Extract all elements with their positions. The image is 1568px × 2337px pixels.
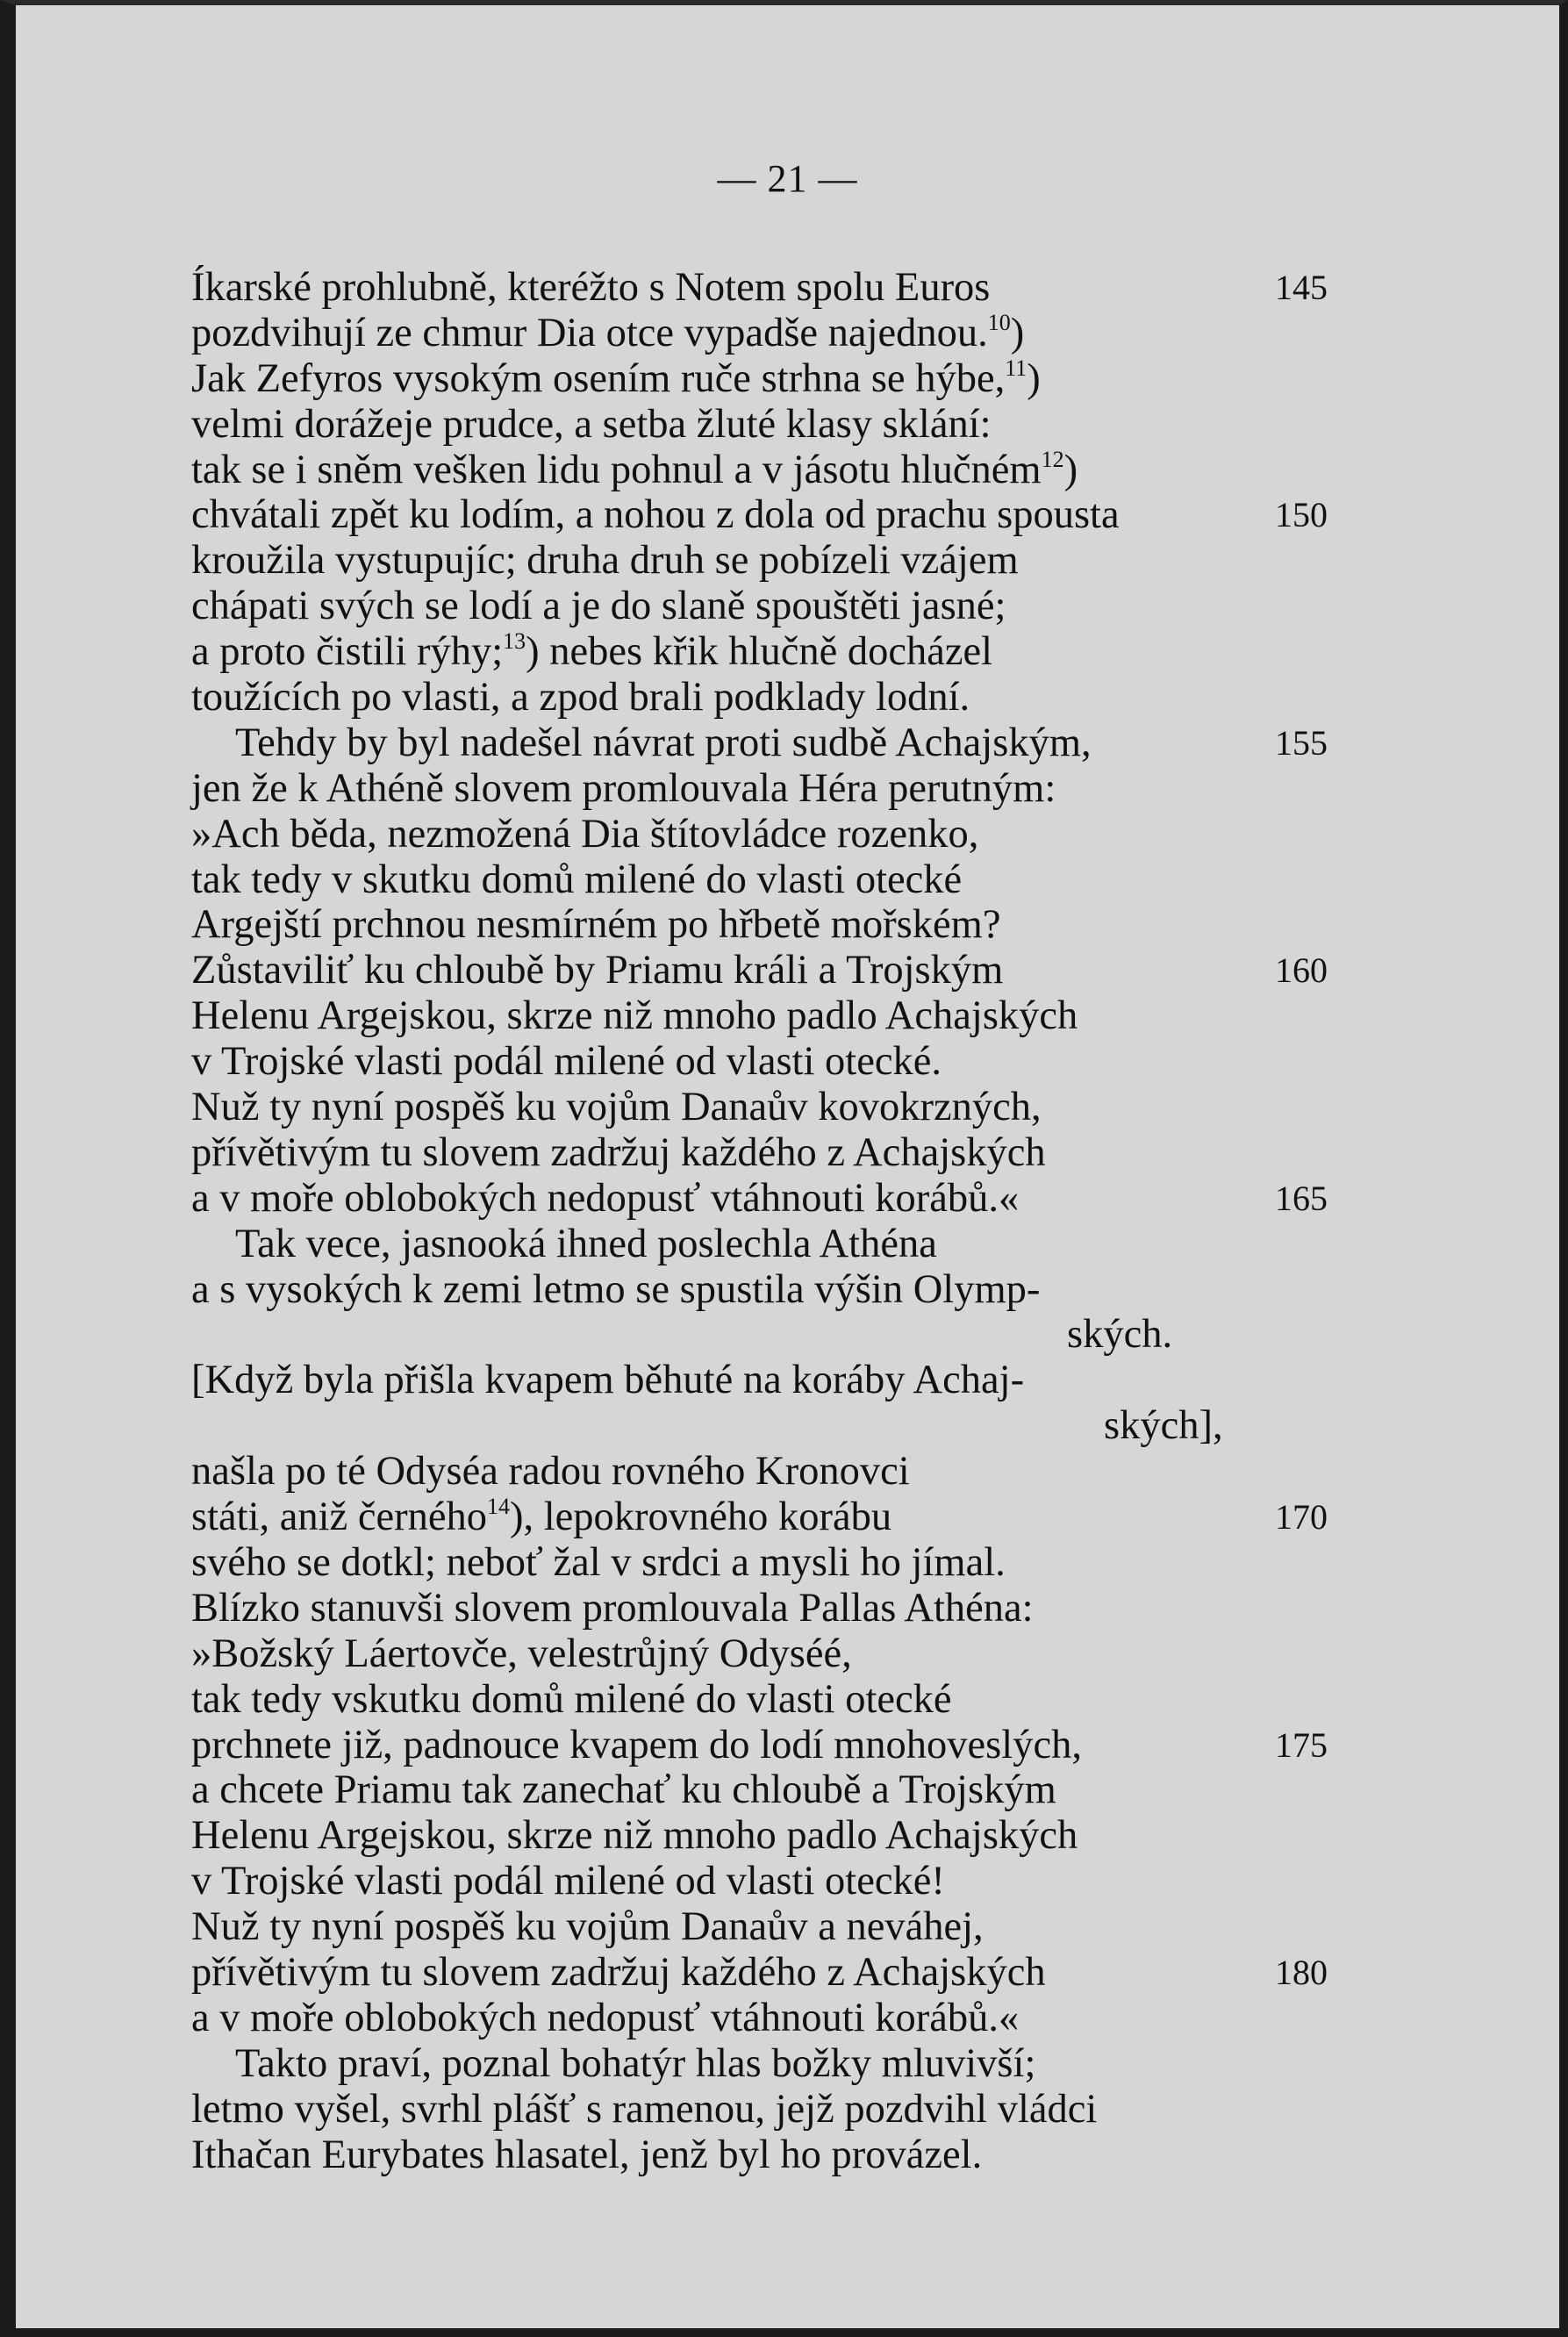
verse-text xyxy=(191,812,978,857)
verse-text xyxy=(191,857,962,903)
verse-line xyxy=(191,675,1350,720)
verse-tail: ) xyxy=(1063,447,1078,492)
verse-text xyxy=(191,1996,1019,2041)
verse-line xyxy=(191,1723,1350,1768)
verse-text xyxy=(191,311,1024,356)
verse-text xyxy=(191,2087,1097,2133)
verse-main: Nuž ty nyní pospěš ku vojům Danaův a neváhej, xyxy=(191,1904,984,1950)
verse-line xyxy=(191,1176,1350,1222)
verse-line xyxy=(191,629,1350,675)
verse-line xyxy=(191,1540,1350,1586)
verse-text xyxy=(191,1859,945,1904)
verse-line xyxy=(191,1950,1350,1996)
verse-text xyxy=(191,2041,1035,2087)
verse-line xyxy=(191,1677,1350,1723)
verse-main: Argejští prchnou nesmírném po hřbetě mořském? xyxy=(191,902,1001,948)
verse-text xyxy=(191,675,970,720)
verse-line xyxy=(191,1631,1350,1677)
verse-line xyxy=(191,584,1350,629)
footnote-marker[interactable]: 14 xyxy=(486,1494,510,1520)
verse-line xyxy=(191,1495,1350,1540)
verse-line xyxy=(191,402,1350,448)
verse-text xyxy=(191,2133,982,2178)
verse-tail: ) xyxy=(1010,310,1025,355)
verse-main: svého se dotkl; neboť žal v srdci a mysli ho jímal. xyxy=(191,1539,1006,1585)
verse-main: Nuž ty nyní pospěš ku vojům Danaův kovokrzných, xyxy=(191,1085,1042,1130)
verse-main: a v moře oblobokých nedopusť vtáhnouti korábů.« xyxy=(191,1175,1020,1221)
verse-main: Tak vece, jasnooká ihned poslechla Athéna xyxy=(235,1221,937,1266)
verse-line xyxy=(191,1767,1350,1813)
verse-text xyxy=(191,538,1019,584)
verse-main: Helenu Argejskou, skrze niž mnoho padlo Achajských xyxy=(191,1813,1078,1859)
verse-tail: ), lepokrovného korábu xyxy=(509,1495,892,1540)
verse-text xyxy=(191,1039,942,1085)
verse-text xyxy=(191,1358,1024,1403)
verse-line xyxy=(191,1267,1350,1313)
verse-line xyxy=(191,1403,1350,1449)
verse-text xyxy=(191,1677,952,1723)
verse-text xyxy=(191,1540,1006,1586)
verse-text xyxy=(191,993,1078,1039)
verse-text xyxy=(191,902,1000,948)
verse-text xyxy=(191,356,1041,402)
verse-text xyxy=(191,1586,1034,1631)
verse-main: Tehdy by byl nadešel návrat proti sudbě Achajským, xyxy=(235,720,1092,765)
verse-line xyxy=(191,538,1350,584)
verse-text xyxy=(191,492,1120,538)
verse-line xyxy=(191,2041,1350,2087)
verse-main: letmo vyšel, svrhl plášť s ramenou, jejž pozdvihl vládci xyxy=(191,2086,1098,2132)
verse-line xyxy=(191,1085,1350,1130)
verse-main: našla po té Odyséa radou rovného Kronovci xyxy=(191,1449,910,1495)
verse-text xyxy=(191,766,1056,812)
verse-line xyxy=(191,720,1350,766)
verse-line xyxy=(191,2087,1350,2133)
verse-main: a s vysokých k zemi letmo se spustila výšin Olymp- xyxy=(191,1266,1041,1312)
verse-line xyxy=(191,492,1350,538)
verse-text xyxy=(191,1312,1172,1358)
verse-text xyxy=(191,1767,1056,1813)
verse-main: Jak Zefyros vysokým osením ruče strhna se hýbe, xyxy=(191,355,1006,401)
verse-line xyxy=(191,1904,1350,1950)
line-number: 165 xyxy=(1275,1178,1328,1218)
verse-main: přívětivým tu slovem zadržuj každého z Achajských xyxy=(191,1129,1046,1175)
verse-line xyxy=(191,812,1350,857)
footnote-marker[interactable]: 11 xyxy=(1005,355,1027,381)
verse-text xyxy=(191,720,1092,766)
verse-main: tak tedy vskutku domů milené do vlasti otecké xyxy=(191,1676,952,1722)
verse-text xyxy=(191,1723,1082,1768)
verse-main: a chcete Priamu tak zanechať ku chloubě a Trojským xyxy=(191,1767,1056,1813)
line-number: 145 xyxy=(1275,268,1328,307)
verse-text xyxy=(191,1267,1040,1313)
footnote-marker[interactable]: 12 xyxy=(1041,446,1064,472)
verse-line xyxy=(191,1358,1350,1403)
verse-line xyxy=(191,766,1350,812)
verse-main: Íkarské prohlubně, kteréžto s Notem spolu Euros xyxy=(191,265,991,310)
verse-main: ských. xyxy=(1067,1312,1173,1358)
line-number: 180 xyxy=(1275,1952,1328,1992)
line-number: 175 xyxy=(1275,1724,1328,1765)
verse-text xyxy=(191,1403,1223,1449)
verse-line xyxy=(191,1996,1350,2041)
verse-main: tak se i sněm vešken lidu pohnul a v jásotu hlučném xyxy=(191,447,1042,492)
verse-main: v Trojské vlasti podál milené od vlasti otecké. xyxy=(191,1039,942,1085)
verse-text xyxy=(191,948,1003,993)
verse-main: chvátali zpět ku lodím, a nohou z dola od prachu spousta xyxy=(191,492,1120,538)
verse-line xyxy=(191,1130,1350,1176)
verse-main: »Božský Láertovče, velestrůjný Odyséé, xyxy=(191,1631,852,1676)
verse-text xyxy=(191,265,990,311)
verse-main: »Ach běda, nezmožená Dia štítovládce rozenko, xyxy=(191,811,979,857)
line-number: 150 xyxy=(1275,495,1328,535)
verse-line xyxy=(191,1222,1350,1267)
verse-text xyxy=(191,1222,937,1267)
verse-main: přívětivým tu slovem zadržuj každého z Achajských xyxy=(191,1949,1046,1995)
verse-main: a v moře oblobokých nedopusť vtáhnouti korábů.« xyxy=(191,1995,1020,2040)
verse-text xyxy=(191,584,1006,629)
poem-text xyxy=(191,265,1350,2177)
verse-text xyxy=(191,1130,1046,1176)
verse-text xyxy=(191,1631,852,1677)
verse-text xyxy=(191,1950,1046,1996)
verse-line xyxy=(191,356,1350,402)
verse-text xyxy=(191,448,1078,493)
verse-main: chápati svých se lodí a je do slaně spouštěti jasné; xyxy=(191,584,1006,629)
verse-main: Zůstaviliť ku chloubě by Priamu králi a Trojským xyxy=(191,948,1004,993)
verse-text xyxy=(191,629,992,675)
verse-main: v Trojské vlasti podál milené od vlasti otecké! xyxy=(191,1859,945,1904)
page-number: — 21 — xyxy=(717,157,858,200)
verse-line xyxy=(191,902,1350,948)
verse-line xyxy=(191,2133,1350,2178)
verse-line xyxy=(191,265,1350,311)
verse-main: Ithačan Eurybates hlasatel, jenž byl ho provázel. xyxy=(191,2132,983,2177)
verse-main: toužících po vlasti, a zpod brali podklady lodní. xyxy=(191,675,970,720)
verse-line xyxy=(191,311,1350,356)
verse-line xyxy=(191,1859,1350,1904)
verse-line xyxy=(191,1813,1350,1859)
line-number: 155 xyxy=(1275,722,1328,763)
verse-main: Blízko stanuvši slovem promlouvala Pallas Athéna: xyxy=(191,1585,1034,1631)
verse-main: prchnete již, padnouce kvapem do lodí mnohoveslých, xyxy=(191,1722,1082,1767)
line-number: 170 xyxy=(1275,1497,1328,1538)
verse-text xyxy=(191,1904,984,1950)
verse-text xyxy=(191,1085,1042,1130)
verse-text xyxy=(191,1495,891,1540)
verse-main: pozdvihují ze chmur Dia otce vypadše najednou. xyxy=(191,310,988,355)
verse-main: Helenu Argejskou, skrze niž mnoho padlo Achajských xyxy=(191,993,1078,1039)
verse-main: a proto čistili rýhy; xyxy=(191,629,504,675)
verse-line xyxy=(191,1586,1350,1631)
verse-text xyxy=(191,1813,1078,1859)
verse-text xyxy=(191,1176,1019,1222)
verse-tail: ) xyxy=(1027,355,1041,401)
verse-line xyxy=(191,993,1350,1039)
verse-main: Takto praví, poznal bohatýr hlas božky mluvivší; xyxy=(235,2040,1036,2086)
verse-line xyxy=(191,1039,1350,1085)
verse-main: tak tedy v skutku domů milené do vlasti otecké xyxy=(191,857,963,902)
verse-main: [Když byla přišla kvapem běhuté na koráby Achaj- xyxy=(191,1358,1025,1403)
verse-text xyxy=(191,1449,910,1495)
footnote-marker[interactable]: 13 xyxy=(503,628,526,655)
line-number: 160 xyxy=(1275,950,1328,991)
verse-line xyxy=(191,448,1350,493)
verse-tail: ) nebes křik hlučně docházel xyxy=(526,629,993,675)
footnote-marker[interactable]: 10 xyxy=(987,309,1011,335)
verse-line xyxy=(191,857,1350,903)
verse-main: ských], xyxy=(1104,1403,1223,1449)
verse-line xyxy=(191,1312,1350,1358)
verse-main: jen že k Athéně slovem promlouvala Héra perutným: xyxy=(191,765,1056,811)
verse-line xyxy=(191,948,1350,993)
verse-main: státi, aniž černého xyxy=(191,1495,487,1540)
verse-line xyxy=(191,1449,1350,1495)
verse-main: velmi dorážeje prudce, a setba žluté klasy sklání: xyxy=(191,401,992,447)
verse-text xyxy=(191,402,992,448)
verse-main: kroužila vystupujíc; druha druh se pobízeli vzájem xyxy=(191,538,1019,584)
